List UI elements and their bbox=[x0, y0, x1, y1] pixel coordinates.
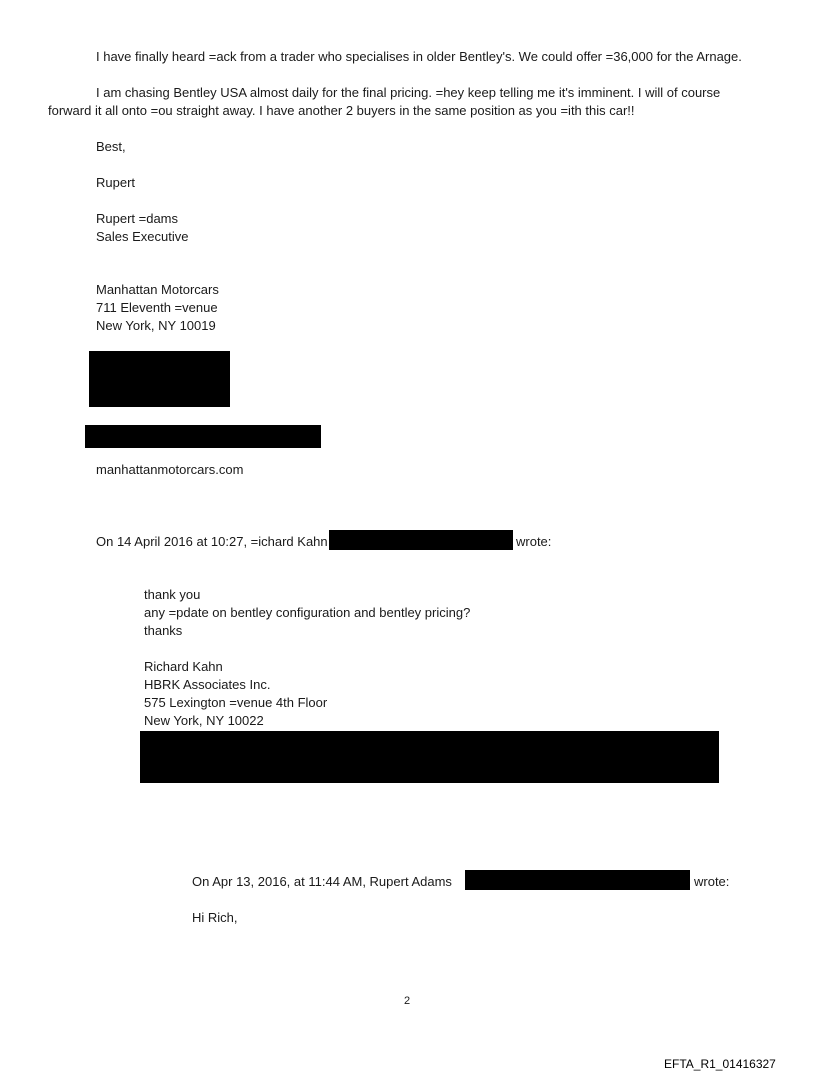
quote1-sig-company: HBRK Associates Inc. bbox=[144, 677, 271, 692]
quote2-header-prefix: On Apr 13, 2016, at 11:44 AM, Rupert Adams bbox=[192, 874, 452, 889]
quote2-greeting: Hi Rich, bbox=[192, 910, 238, 925]
redaction-block bbox=[465, 870, 690, 890]
paragraph-offer: I have finally heard =ack from a trader who specialises in older Bentley's. We could offer =36,000 for the Arnage. bbox=[96, 49, 742, 64]
quote2-header-suffix: wrote: bbox=[694, 874, 730, 889]
redaction-block bbox=[89, 351, 230, 407]
quote1-line3: thanks bbox=[144, 623, 183, 638]
quote1-header-suffix: wrote: bbox=[516, 534, 552, 549]
page-number: 2 bbox=[404, 995, 411, 1007]
signature-address2: New York, NY 10019 bbox=[96, 318, 216, 333]
redaction-block bbox=[329, 530, 513, 550]
redaction-block bbox=[140, 731, 719, 783]
closing: Best, bbox=[96, 139, 126, 154]
signature-company: Manhattan Motorcars bbox=[96, 282, 219, 297]
quote1-line1: thank you bbox=[144, 587, 201, 602]
paragraph-chasing-line1: I am chasing Bentley USA almost daily for the final pricing. =hey keep telling me it's imminent. I will of course bbox=[96, 85, 721, 100]
quote1-sig-address2: New York, NY 10022 bbox=[144, 713, 264, 728]
signature-title: Sales Executive bbox=[96, 229, 189, 244]
signoff-name: Rupert bbox=[96, 175, 136, 190]
signature-website: manhattanmotorcars.com bbox=[96, 462, 244, 477]
redaction-block bbox=[85, 425, 321, 448]
signature-name: Rupert =dams bbox=[96, 211, 179, 226]
document-id: EFTA_R1_01416327 bbox=[664, 1057, 776, 1071]
quote1-line2: any =pdate on bentley configuration and bentley pricing? bbox=[144, 605, 471, 620]
quote1-header-prefix: On 14 April 2016 at 10:27, =ichard Kahn bbox=[96, 534, 328, 549]
paragraph-chasing-line2: forward it all onto =ou straight away. I have another 2 buyers in the same position as you =ith this car!! bbox=[48, 103, 635, 118]
quote1-sig-name: Richard Kahn bbox=[144, 659, 223, 674]
signature-address1: 711 Eleventh =venue bbox=[96, 300, 218, 315]
quote1-sig-address1: 575 Lexington =venue 4th Floor bbox=[144, 695, 328, 710]
